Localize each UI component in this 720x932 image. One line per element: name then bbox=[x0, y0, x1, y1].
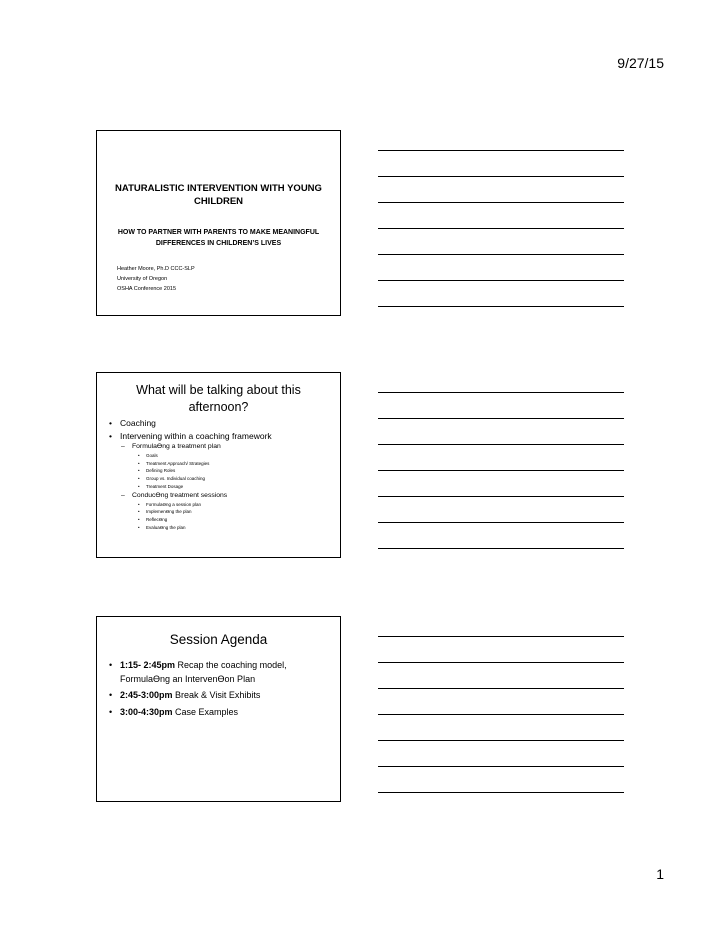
note-line bbox=[378, 522, 624, 523]
note-line bbox=[378, 688, 624, 689]
note-line bbox=[378, 636, 624, 637]
slide-3-title: Session Agenda bbox=[169, 632, 268, 647]
agenda-item bbox=[107, 659, 332, 686]
note-line bbox=[378, 202, 624, 203]
list-item: • FormulaƟng a session plan bbox=[107, 501, 334, 509]
slide-2-title: What will be talking about this afternoon? bbox=[136, 383, 301, 414]
note-line bbox=[378, 740, 624, 741]
note-line bbox=[378, 792, 624, 793]
note-line bbox=[378, 280, 624, 281]
slide-3-agenda-list bbox=[107, 659, 332, 722]
note-line bbox=[378, 392, 624, 393]
slide-1-presenter-info bbox=[117, 264, 195, 294]
list-item: • ReflecƟng bbox=[107, 516, 334, 524]
agenda-text: Recap the coaching model, FormulaƟng an IntervenƟon Plan bbox=[120, 660, 287, 684]
note-line bbox=[378, 228, 624, 229]
conference-name: OSHA Conference 2015 bbox=[117, 286, 177, 292]
page-date: 9/27/15 bbox=[617, 55, 664, 71]
presenter-name: Heather Moore, Ph.D CCC-SLP bbox=[117, 266, 195, 272]
slide-thumbnail-1 bbox=[96, 130, 341, 316]
agenda-time: 2:45-3:00pm bbox=[120, 690, 173, 700]
note-line bbox=[378, 254, 624, 255]
note-line bbox=[378, 548, 624, 549]
list-item: • Treatment Dosage bbox=[107, 483, 334, 491]
agenda-text: Case Examples bbox=[172, 706, 239, 717]
list-item: • Intervening within a coaching framework bbox=[107, 430, 334, 443]
list-item: – ConducƟng treatment sessions bbox=[107, 491, 334, 501]
list-item: – FormulaƟng a treatment plan bbox=[107, 442, 334, 452]
presenter-affiliation: University of Oregon bbox=[117, 276, 168, 282]
note-line bbox=[378, 470, 624, 471]
note-line bbox=[378, 496, 624, 497]
page-number: 1 bbox=[656, 866, 664, 882]
list-item: • Defining Roles bbox=[107, 467, 334, 475]
agenda-time: 1:15- 2:45pm bbox=[120, 660, 176, 670]
slide-1-title: NATURALISTIC INTERVENTION WITH YOUNG CHILDREN bbox=[115, 183, 322, 207]
note-line bbox=[378, 418, 624, 419]
note-line bbox=[378, 150, 624, 151]
note-line bbox=[378, 444, 624, 445]
list-item: • Goals bbox=[107, 452, 334, 460]
list-item: • ImplemenƟng the plan bbox=[107, 508, 334, 516]
slide-1-subtitle: HOW TO PARTNER WITH PARENTS TO MAKE MEANINGFUL DIFFERENCES IN CHILDREN’S LIVES bbox=[117, 229, 320, 247]
list-item: • EvaluaƟng the plan bbox=[107, 524, 334, 532]
agenda-item bbox=[107, 706, 332, 720]
note-line bbox=[378, 176, 624, 177]
list-item: • Group vs. Individual coaching bbox=[107, 475, 334, 483]
slide-2-bullet-list bbox=[107, 417, 334, 531]
agenda-time: 3:00-4:30pm bbox=[120, 706, 173, 717]
agenda-text: Break & Visit Exhibits bbox=[172, 690, 261, 700]
list-item: • Coaching bbox=[107, 417, 334, 430]
slide-thumbnail-2 bbox=[96, 372, 341, 558]
note-line bbox=[378, 662, 624, 663]
note-line bbox=[378, 714, 624, 715]
slide-thumbnail-3 bbox=[96, 616, 341, 802]
note-line bbox=[378, 766, 624, 767]
agenda-item bbox=[107, 689, 332, 703]
list-item: • Treatment Approach/ Strategies bbox=[107, 460, 334, 468]
note-line bbox=[378, 306, 624, 307]
